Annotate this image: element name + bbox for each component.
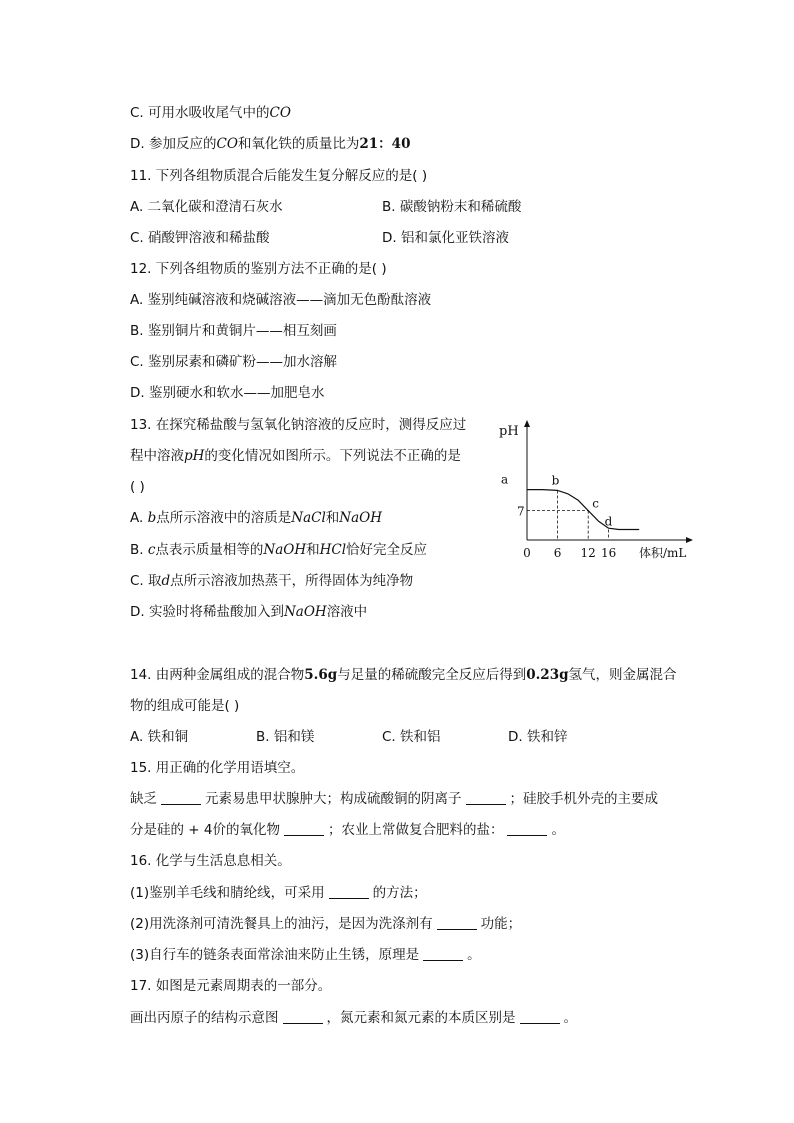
q13-a-naoh: NaOH <box>339 510 382 526</box>
y-tick-7: 7 <box>517 504 525 519</box>
q13-b-point: c <box>147 542 156 558</box>
q16-sub1 <box>130 884 427 902</box>
q17-l1-a: 画出丙原子的结构示意图 <box>130 1010 279 1026</box>
q14-stem1-b: 与足量的稀硫酸完全反应后得到 <box>337 667 527 683</box>
q11-option-d: D. 铝和氯化亚铁溶液 <box>382 230 509 246</box>
point-label-a: a <box>501 472 509 487</box>
q16-s3-b: 。 <box>467 947 481 963</box>
q15-l1-b: 元素易患甲状腺肿大；构成硫酸铜的阴离子 <box>205 791 462 807</box>
q13-c-text: 点所示溶液加热蒸干，所得固体为纯净物 <box>170 573 414 589</box>
x-tick-12: 12 <box>580 546 596 560</box>
q17-blank-2[interactable] <box>520 1009 560 1024</box>
q13-b-and: 和 <box>306 542 320 558</box>
q13-b-text: 点表示质量相等的 <box>155 542 264 558</box>
q17-blank-1[interactable] <box>283 1009 323 1024</box>
q12-option-b: B. 鉴别铜片和黄铜片——相互刻画 <box>130 323 337 339</box>
q10-option-c <box>130 104 291 122</box>
q16-s1-a: (1)鉴别羊毛线和腈纶线，可采用 <box>130 885 325 901</box>
q15-l1-c: ；硅胶手机外壳的主要成 <box>509 791 658 807</box>
q13-b-hcl: HCl <box>319 542 347 558</box>
q14-option-c: C. 铁和铝 <box>382 729 441 745</box>
q10-option-d <box>130 135 410 153</box>
q13-a-point: b <box>147 510 157 526</box>
x-axis-label: 体积/mL <box>639 546 687 560</box>
q12-option-a: A. 鉴别纯碱溶液和烧碱溶液——滴加无色酚酞溶液 <box>130 292 432 308</box>
q10-option-c-text: C. 可用水吸收尾气中的 <box>130 105 270 121</box>
q14-option-b: B. 铝和镁 <box>256 729 315 745</box>
q15-l2-c: 。 <box>551 822 565 838</box>
q13-stem2-b: 的变化情况如图所示。下列说法不正确的是 <box>204 448 461 464</box>
q12-option-c: C. 鉴别尿素和磷矿粉——加水溶解 <box>130 354 338 370</box>
q16-s2-a: (2)用洗涤剂可清洗餐具上的油污，是因为洗涤剂有 <box>130 916 433 932</box>
q10-option-d-tail: 和氧化铁的质量比为 <box>237 136 360 152</box>
q13-a-nacl: NaCl <box>291 510 326 526</box>
q15-line1 <box>130 790 658 808</box>
q17-l1-b: ，氮元素和氮元素的本质区别是 <box>326 1010 516 1026</box>
q15-l2-a: 分是硅的 + 4价的氧化物 <box>130 822 280 838</box>
q14-option-a: A. 铁和铜 <box>130 729 189 745</box>
x-tick-0: 0 <box>523 546 531 560</box>
q13-option-d <box>130 603 367 621</box>
q13-b-naoh: NaOH <box>263 542 307 558</box>
q17-line1 <box>130 1009 577 1027</box>
q14-stem-line2: 物的组成可能是( ) <box>130 698 240 714</box>
q16-sub2 <box>130 915 521 933</box>
q11-stem: 11. 下列各组物质混合后能发生复分解反应的是( ) <box>130 168 428 184</box>
q14-option-d: D. 铁和锌 <box>508 729 568 745</box>
x-tick-6: 6 <box>553 546 562 560</box>
q16-s2-b: 功能； <box>480 916 522 932</box>
q10-option-d-formula: CO <box>216 136 238 152</box>
q11-option-a: A. 二氧化碳和澄清石灰水 <box>130 199 283 215</box>
q15-l1-a: 缺乏 <box>130 791 157 807</box>
q13-d-prefix: D. 实验时将稀盐酸加入到 <box>130 604 284 620</box>
q13-stem-line3: ( ) <box>130 479 145 495</box>
q16-sub3 <box>130 946 481 964</box>
q12-stem: 12. 下列各组物质的鉴别方法不正确的是( ) <box>130 261 387 277</box>
q10-option-d-text: D. 参加反应的 <box>130 136 217 152</box>
q13-option-c <box>130 572 413 590</box>
q15-blank-4[interactable] <box>507 821 547 836</box>
q15-blank-2[interactable] <box>466 790 506 805</box>
q13-c-point: d <box>161 573 171 589</box>
q13-a-and: 和 <box>325 510 340 526</box>
q13-option-b <box>130 541 427 559</box>
q11-option-b: B. 碳酸钠粉末和稀硫酸 <box>382 199 522 215</box>
x-tick-16: 16 <box>600 546 617 560</box>
q15-blank-3[interactable] <box>284 821 324 836</box>
q14-stem1-c: 氢气，则金属混合 <box>568 667 677 683</box>
q13-stem2-a: 程中溶液 <box>130 448 184 464</box>
q13-a-prefix: A. <box>130 510 148 526</box>
q15-line2 <box>130 821 565 839</box>
q14-stem1-a: 14. 由两种金属组成的混合物 <box>130 667 305 683</box>
q10-option-d-ratio: 21：40 <box>359 136 411 152</box>
q13-d-naoh: NaOH <box>283 604 327 620</box>
q16-s3-a: (3)自行车的链条表面常涂油来防止生锈，原理是 <box>130 947 420 963</box>
q15-stem: 15. 用正确的化学用语填空。 <box>130 760 305 776</box>
q12-option-d: D. 鉴别硬水和软水——加肥皂水 <box>130 385 325 401</box>
x-axis-arrow <box>686 537 693 543</box>
q17-l1-c: 。 <box>563 1010 577 1026</box>
y-axis-label: pH <box>499 424 519 439</box>
q13-c-prefix: C. 取 <box>130 573 162 589</box>
point-label-d: d <box>604 514 613 529</box>
ph-chart <box>497 418 697 568</box>
q16-stem: 16. 化学与生活息息相关。 <box>130 853 291 869</box>
q13-ph-symbol: pH <box>184 448 205 464</box>
point-label-c: c <box>592 496 599 511</box>
q13-option-a <box>130 509 382 527</box>
q13-d-tail: 溶液中 <box>326 604 368 620</box>
q14-stem-line1 <box>130 666 677 684</box>
q13-b-prefix: B. <box>130 542 148 558</box>
q14-hydrogen-mass: 0.23g <box>526 667 569 683</box>
q15-blank-1[interactable] <box>161 790 201 805</box>
q10-option-c-formula: CO <box>269 105 291 121</box>
q13-a-text: 点所示溶液中的溶质是 <box>156 510 292 526</box>
q11-option-c: C. 硝酸钾溶液和稀盐酸 <box>130 230 270 246</box>
ph-curve <box>527 490 639 530</box>
q13-stem-line2 <box>130 447 461 465</box>
q14-mass: 5.6g <box>304 667 338 683</box>
q13-b-tail: 恰好完全反应 <box>346 542 428 558</box>
y-axis-arrow <box>524 420 530 427</box>
q16-blank-3[interactable] <box>423 946 463 961</box>
q13-stem-line1: 13. 在探究稀盐酸与氢氧化钠溶液的反应时，测得反应过 <box>130 417 467 433</box>
q16-blank-1[interactable] <box>329 884 369 899</box>
q15-l2-b: ；农业上常做复合肥料的盐： <box>327 822 504 838</box>
q16-s1-b: 的方法； <box>372 885 427 901</box>
q16-blank-2[interactable] <box>437 915 477 930</box>
q17-stem: 17. 如图是元素周期表的一部分。 <box>130 978 332 994</box>
point-label-b: b <box>551 473 560 488</box>
